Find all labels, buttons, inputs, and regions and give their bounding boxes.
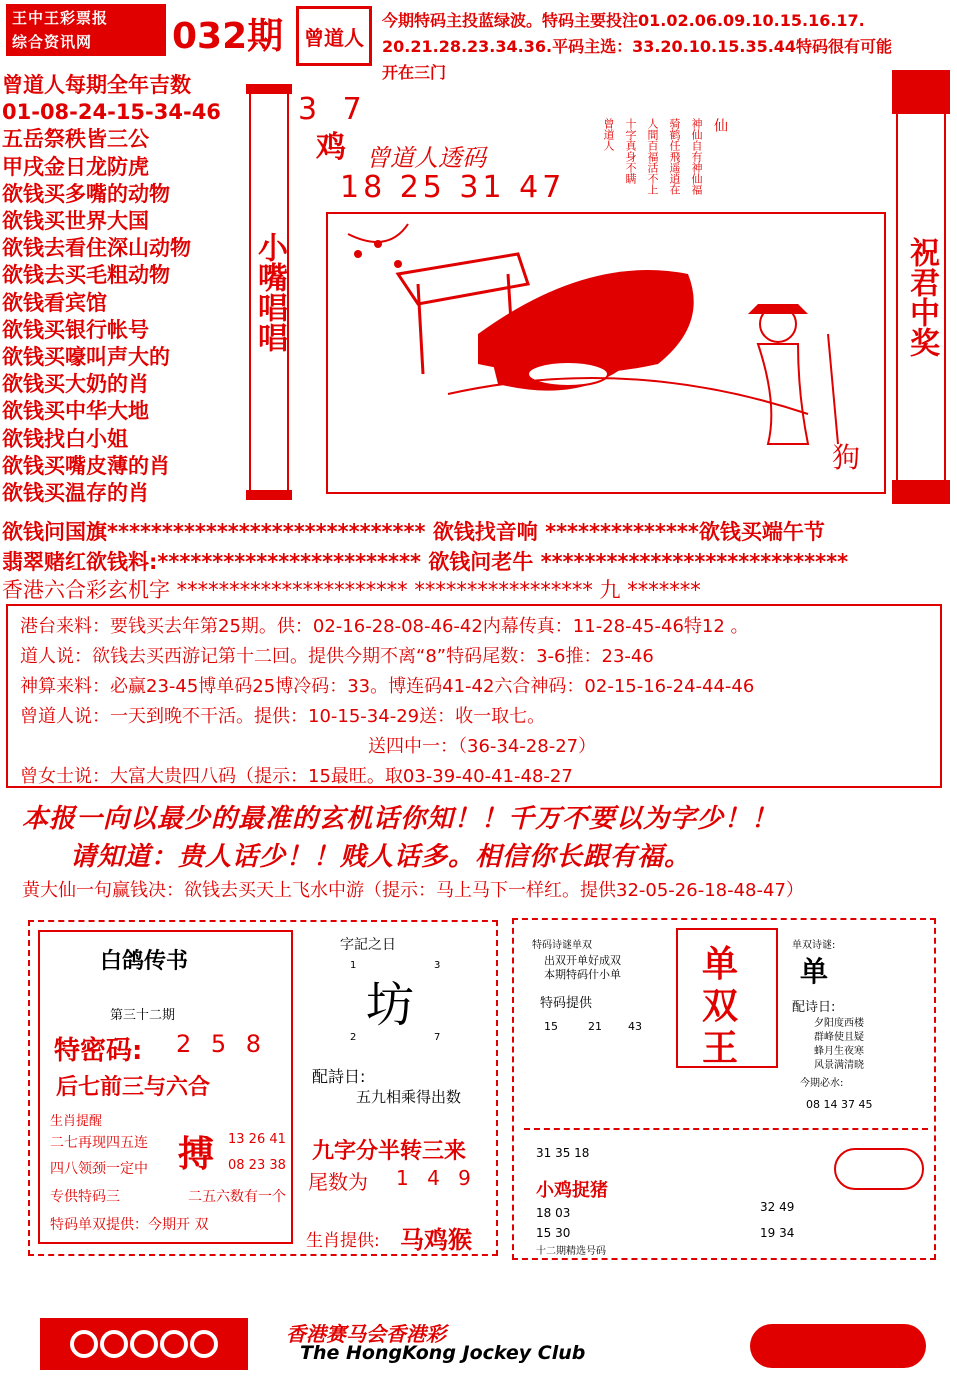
side-poem-line: 夕阳度西楼 [814, 1018, 864, 1029]
slogan-1: 本报一向以最少的最准的玄机话你知！！千万不要以为字少！！ [22, 804, 779, 834]
poem-text: 五九相乘得出数 [356, 1088, 462, 1106]
tip-line: 特码单双提供：今期开 双 [50, 1217, 209, 1233]
poem-line: 本期特码什小单 [544, 968, 621, 981]
char-number: 2 [350, 1032, 357, 1043]
list-item: 欲钱买银行帐号 [2, 317, 149, 342]
special-hint: 后七前三与六合 [56, 1075, 211, 1100]
emblem-icon [834, 1148, 924, 1190]
scroll-rod-bottom-right [892, 480, 950, 504]
side-poem-line: 蜂月生夜寒 [814, 1046, 864, 1057]
list-item: 欲钱买大奶的肖 [2, 372, 149, 397]
tail-numbers: 1 4 9 [396, 1166, 477, 1190]
info-box [6, 604, 942, 788]
side-poem-label: 配诗日: [792, 1000, 836, 1015]
nine-text: 九字分半转三来 [312, 1139, 467, 1164]
single-double-box [676, 928, 778, 1068]
tip-line: 四八领颈一定中 [50, 1161, 148, 1177]
info-row: 送四中一：（36-34-28-27） [368, 736, 597, 757]
char-main: 坊 [366, 977, 415, 1033]
side-extra: 今期必水: [800, 1078, 844, 1089]
list-item: 欲钱买温存的肖 [2, 481, 149, 506]
tip-line: 二七再现四五连 [50, 1135, 148, 1151]
clue-line-2: 翡翠赌红欲钱料:************************ 欲钱问老牛 **************************** [2, 550, 849, 574]
poem-line: 出双开单好成双 [544, 954, 621, 967]
char-title: 字記之日 [340, 937, 396, 953]
list-item: 曾道人每期全年吉数 [2, 73, 191, 97]
info-row: 曾女士说：大富大贵四八码（提示：15最旺。取03-39-40-41-48-27 [20, 766, 573, 787]
scroll-right: 祝君中奖 [896, 112, 946, 482]
divider [524, 1128, 928, 1130]
list-item: 01-08-24-15-34-46 [2, 100, 221, 125]
poem-label: 特码诗谜单双 [532, 940, 592, 951]
list-item: 欲钱买中华大地 [2, 399, 149, 424]
list-item: 欲钱去买毛粗动物 [2, 263, 170, 288]
knot-icon [54, 1324, 234, 1364]
poem-line: 曾道人 [602, 118, 615, 151]
info-row: 曾道人说：一天到晚不干活。提供：10-15-34-29送：收一取七。 [20, 706, 546, 727]
char-number: 7 [434, 1032, 441, 1043]
grid-row: 19 34 [760, 1226, 795, 1240]
illustration-frame [326, 212, 886, 494]
picture-top-numbers: 3 7 [298, 92, 370, 127]
pigeon-title: 白鸽传书 [100, 949, 189, 974]
list-item: 欲钱找白小姐 [2, 426, 128, 451]
grid-row: 31 35 18 [536, 1146, 590, 1160]
poem-line: 仙 [712, 118, 728, 132]
list-item: 欲钱买嘴皮薄的肖 [2, 453, 170, 478]
slogan-2: 请知道：贵人话少！！贱人话多。相信你长跟有福。 [70, 842, 692, 872]
special-label: 特密码: [54, 1036, 143, 1066]
poem-line: 人間百福活不上 [646, 118, 659, 195]
tip-line: 生肖提醒 [50, 1114, 103, 1129]
grid-row: 15 30 [536, 1226, 571, 1240]
header-info [382, 8, 952, 86]
side-big: 单 [800, 955, 829, 988]
bo-numbers: 08 23 38 [228, 1158, 286, 1173]
bo-char: 搏 [178, 1134, 215, 1175]
scroll-left: 小嘴唱唱 [249, 92, 289, 492]
logo-line1: 王中王彩票报 [12, 9, 109, 27]
list-item: 欲钱去看住深山动物 [2, 236, 191, 261]
big-char: 单 [702, 944, 739, 985]
picture-animal: 鸡 [316, 130, 346, 165]
panel-right [512, 918, 936, 1260]
jockey-logo-left [40, 1318, 248, 1370]
big-char: 双 [702, 986, 739, 1027]
footer-en: The HongKong Jockey Club [300, 1342, 586, 1364]
scroll-rod-top-right [892, 70, 950, 114]
jockey-logo-right [750, 1324, 926, 1368]
landscape-illustration [328, 214, 884, 492]
info-row: 港台来料：要钱买去年第25期。供：02-16-28-08-46-42内幕传真：11-28-45-46特12 。 [20, 616, 749, 637]
info-row: 神算来料：必赢23-45博单码25博冷码：33。博连码41-42六合神码：02-15-16-24-44-46 [20, 676, 755, 697]
picture-numbers: 18 25 31 47 [340, 170, 566, 205]
special-numbers: 2 5 8 [176, 1030, 268, 1058]
list-item: 甲戌金日龙防虎 [2, 154, 149, 179]
tail-label: 尾数为 [308, 1170, 368, 1194]
big-char: 王 [702, 1028, 739, 1069]
header-info-line: 开在三门 [382, 63, 447, 82]
footer-cn: 香港赛马会香港彩 [286, 1322, 446, 1346]
mid-label: 小鸡捉猪 [536, 1180, 608, 1201]
special-number: 43 [628, 1020, 642, 1033]
header-logo [6, 4, 166, 56]
zodiac-value: 马鸡猴 [400, 1226, 472, 1254]
special-number: 15 [544, 1020, 558, 1033]
side-numbers: 08 14 37 45 [806, 1098, 873, 1111]
picture-title: 曾道人透码 [366, 144, 486, 172]
poem-line: 骑鹤任飛遥逍在 [668, 118, 681, 195]
list-item: 欲钱看宾馆 [2, 290, 107, 315]
list-item: 欲钱买多嘴的动物 [2, 181, 170, 206]
issue-number: 032期 [172, 16, 284, 57]
side-poem-line: 群峰使且疑 [814, 1032, 864, 1043]
left-clue-list [2, 72, 247, 507]
poem-label: 配詩日: [312, 1067, 366, 1086]
bo-numbers: 13 26 41 [228, 1132, 286, 1147]
side-poem-line: 风景满清晓 [814, 1060, 864, 1071]
poem-line: 神仙自有神仙福 [690, 118, 703, 195]
stamp-seal: 曾道人 [296, 6, 372, 66]
clue-line-3: 香港六合彩玄机字 ********************** ***************** 九 ******* [2, 578, 701, 602]
side-label: 单双诗谜: [792, 940, 836, 951]
picture-poem [600, 118, 730, 198]
header-info-line: 20.21.28.23.34.36.平码主选：33.20.10.15.35.44特码很有可能 [382, 37, 893, 56]
poem-line: 十字真身不瞒 [624, 118, 637, 184]
list-item: 欲钱买嚎叫声大的 [2, 345, 170, 370]
pigeon-issue: 第三十二期 [110, 1008, 176, 1023]
zodiac-label: 生肖提供: [306, 1231, 380, 1251]
list-item: 五岳祭秩皆三公 [2, 127, 149, 152]
grid-row: 18 03 [536, 1206, 571, 1220]
info-row: 道人说：欲钱去买西游记第十二回。提供今期不离“8”特码尾数：3-6推：23-46 [20, 646, 654, 667]
special-number: 21 [588, 1020, 602, 1033]
char-number: 1 [350, 960, 357, 971]
char-number: 3 [434, 960, 441, 971]
grid-row: 32 49 [760, 1200, 795, 1214]
picture-dog: 狗 [832, 441, 861, 474]
tip-line: 专供特码三 [50, 1189, 120, 1205]
huang-tip: 黄大仙一句赢钱决：欲钱去买天上飞水中游（提示：马上马下一样红。提供32-05-26-18-48-47） [22, 880, 804, 901]
bottom-label: 十二期精选号码 [536, 1246, 606, 1257]
special-label: 特码提供 [540, 996, 593, 1011]
bo-tail: 二五六数有一个 [188, 1189, 286, 1205]
panel-left-inner [38, 930, 293, 1244]
clue-line-1: 欲钱问国旗***************************** 欲钱找音响 **************欲钱买端午节 [2, 520, 825, 544]
header-info-line: 今期特码主投蓝绿波。特码主要投注01.02.06.09.10.15.16.17. [382, 11, 865, 30]
list-item: 欲钱买世界大国 [2, 209, 149, 234]
logo-line2: 综合资讯网 [12, 33, 93, 51]
